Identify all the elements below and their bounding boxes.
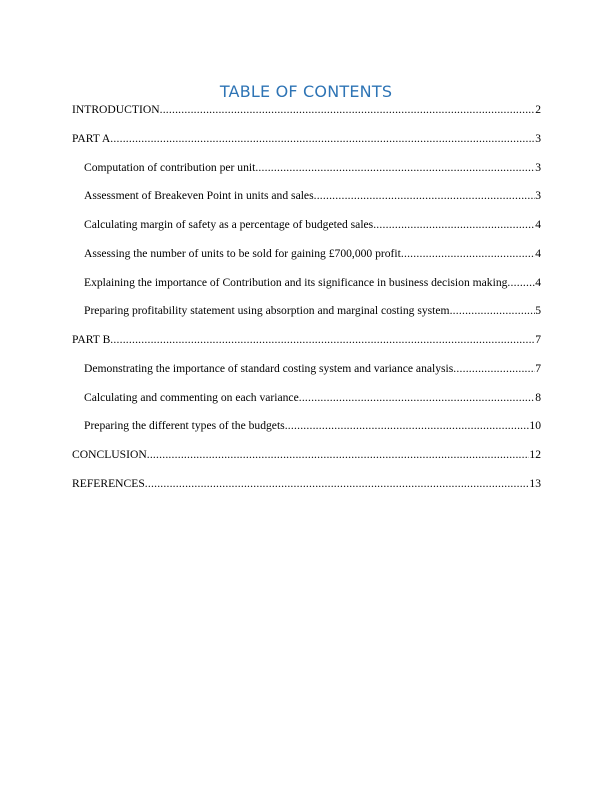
toc-leader-dots [453, 362, 535, 375]
toc-entry-text: REFERENCES [72, 476, 145, 490]
toc-entry-part-a[interactable] [72, 132, 541, 161]
toc-entry-standard-costing[interactable] [72, 362, 541, 391]
toc-leader-dots [450, 304, 536, 317]
toc-page-number: 13 [529, 476, 541, 490]
toc-list [72, 103, 541, 506]
toc-entry-text: Preparing the different types of the budgets [84, 419, 285, 433]
toc-page-number: 3 [535, 131, 541, 145]
toc-page-number: 5 [535, 304, 541, 318]
toc-leader-dots [110, 132, 535, 145]
toc-entry-text: Demonstrating the importance of standard costing system and variance analysis [84, 361, 454, 375]
toc-entry-text: PART A [72, 131, 111, 145]
toc-entry-breakeven-point[interactable] [72, 189, 541, 218]
toc-entry-contribution-per-unit[interactable] [72, 161, 541, 190]
toc-leader-dots [110, 333, 535, 346]
toc-leader-dots [373, 218, 535, 231]
toc-entry-references[interactable] [72, 477, 541, 506]
toc-leader-dots [401, 247, 535, 260]
toc-entry-text: Computation of contribution per unit [84, 160, 256, 174]
toc-entry-units-for-profit[interactable] [72, 247, 541, 276]
toc-entry-text: CONCLUSION [72, 448, 147, 461]
toc-page-number: 10 [529, 419, 541, 433]
toc-page-number: 7 [535, 333, 541, 346]
toc-leader-dots [285, 419, 530, 432]
toc-page-number: 8 [535, 390, 541, 404]
toc-entry-profitability-statement[interactable] [72, 304, 541, 333]
toc-entry-text: Assessment of Breakeven Point in units and sales [84, 189, 314, 203]
toc-entry-text: INTRODUCTION [72, 103, 160, 116]
toc-leader-dots [145, 477, 530, 490]
toc-leader-dots [160, 103, 536, 116]
toc-page-number: 3 [535, 160, 541, 174]
toc-entry-text: PART B [72, 333, 111, 346]
toc-entry-text: Calculating margin of safety as a percentage of budgeted sales [84, 218, 374, 231]
toc-entry-each-variance[interactable] [72, 391, 541, 420]
toc-page-number: 4 [535, 275, 541, 289]
toc-page-number: 4 [535, 218, 541, 231]
toc-entry-margin-of-safety[interactable] [72, 218, 541, 247]
toc-leader-dots [255, 161, 535, 174]
toc-title: TABLE OF CONTENTS [219, 82, 393, 101]
toc-page-number: 7 [535, 361, 541, 375]
toc-page-number: 3 [535, 189, 541, 203]
toc-page-number: 4 [535, 246, 541, 260]
toc-leader-dots [147, 448, 530, 461]
toc-entry-text: Assessing the number of units to be sold for gaining £700,000 profit [84, 246, 401, 260]
toc-leader-dots [507, 276, 535, 289]
toc-leader-dots [314, 189, 536, 202]
toc-entry-part-b[interactable] [72, 333, 541, 362]
toc-page-number: 12 [529, 448, 541, 461]
toc-leader-dots [299, 391, 535, 404]
toc-page-number: 2 [535, 103, 541, 116]
toc-entry-text: Explaining the importance of Contribution and its significance in business decision making [84, 275, 508, 289]
toc-entry-budgets[interactable] [72, 419, 541, 448]
toc-entry-text: Calculating and commenting on each variance [84, 390, 299, 404]
toc-entry-importance-of-contribution[interactable] [72, 276, 541, 305]
toc-entry-introduction[interactable] [72, 103, 541, 132]
toc-entry-text: Preparing profitability statement using absorption and marginal costing system [84, 304, 450, 318]
toc-entry-conclusion[interactable] [72, 448, 541, 477]
